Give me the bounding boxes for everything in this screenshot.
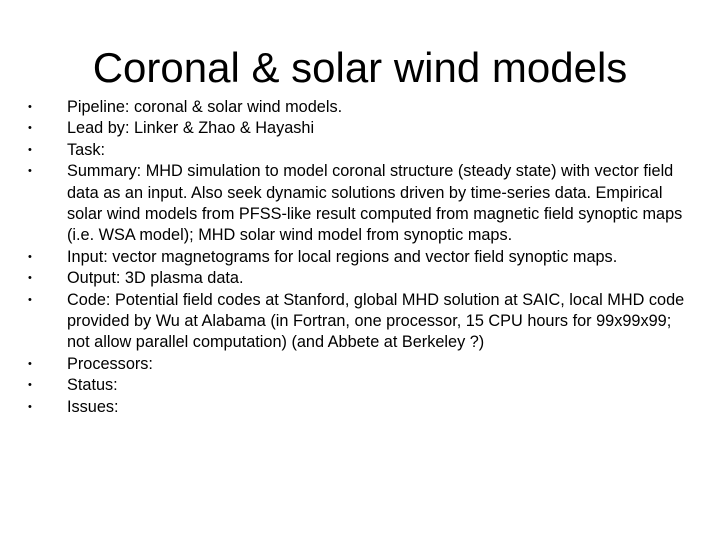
bullet-text: Code: Potential field codes at Stanford, global MHD solution at SAIC, local MHD code provided by Wu at Alabama (in Fortran, one processor, 15 CPU hours for 99x99x99; not allow parallel computation) (and Abbete at Berkeley ?)	[67, 290, 685, 352]
bullet-item-pipeline	[28, 97, 698, 118]
bullet-item-issues	[28, 397, 698, 418]
bullet-icon: •	[28, 272, 32, 285]
bullet-text: Issues:	[67, 397, 119, 416]
bullet-icon: •	[28, 101, 32, 113]
bullet-text: Summary: MHD simulation to model coronal structure (steady state) with vector field data as an input. Also seek dynamic solutions driven by time-series data. Empirical solar wind models from PFSS-like result computed from magnetic field synoptic maps (i.e. WSA model); MHD solar wind model from synoptic maps.	[67, 162, 683, 245]
bullet-item-task	[28, 140, 698, 161]
bullet-text: Processors:	[67, 354, 153, 373]
bullet-icon: •	[28, 400, 32, 413]
bullet-list	[28, 97, 698, 418]
bullet-icon: •	[28, 165, 32, 178]
bullet-text: Input: vector magnetograms for local regions and vector field synoptic maps.	[67, 247, 618, 266]
bullet-text: Task:	[67, 140, 105, 159]
slide-title: Coronal & solar wind models	[92, 44, 628, 91]
bullet-text: Output: 3D plasma data.	[67, 269, 244, 288]
bullet-icon: •	[28, 250, 32, 263]
bullet-item-summary	[28, 161, 698, 247]
bullet-icon: •	[28, 379, 32, 392]
bullet-item-input	[28, 247, 698, 268]
bullet-item-output	[28, 268, 698, 289]
bullet-text: Status:	[67, 376, 118, 395]
bullet-text: Pipeline: coronal & solar wind models.	[67, 98, 343, 116]
bullet-item-processors	[28, 354, 698, 375]
bullet-icon: •	[28, 293, 32, 306]
bullet-item-status	[28, 375, 698, 396]
bullet-icon: •	[28, 357, 32, 370]
bullet-text: Lead by: Linker & Zhao & Hayashi	[67, 119, 315, 138]
bullet-item-lead	[28, 118, 698, 139]
bullet-item-code	[28, 290, 698, 354]
bullet-icon: •	[28, 143, 32, 156]
bullet-icon: •	[28, 122, 32, 135]
